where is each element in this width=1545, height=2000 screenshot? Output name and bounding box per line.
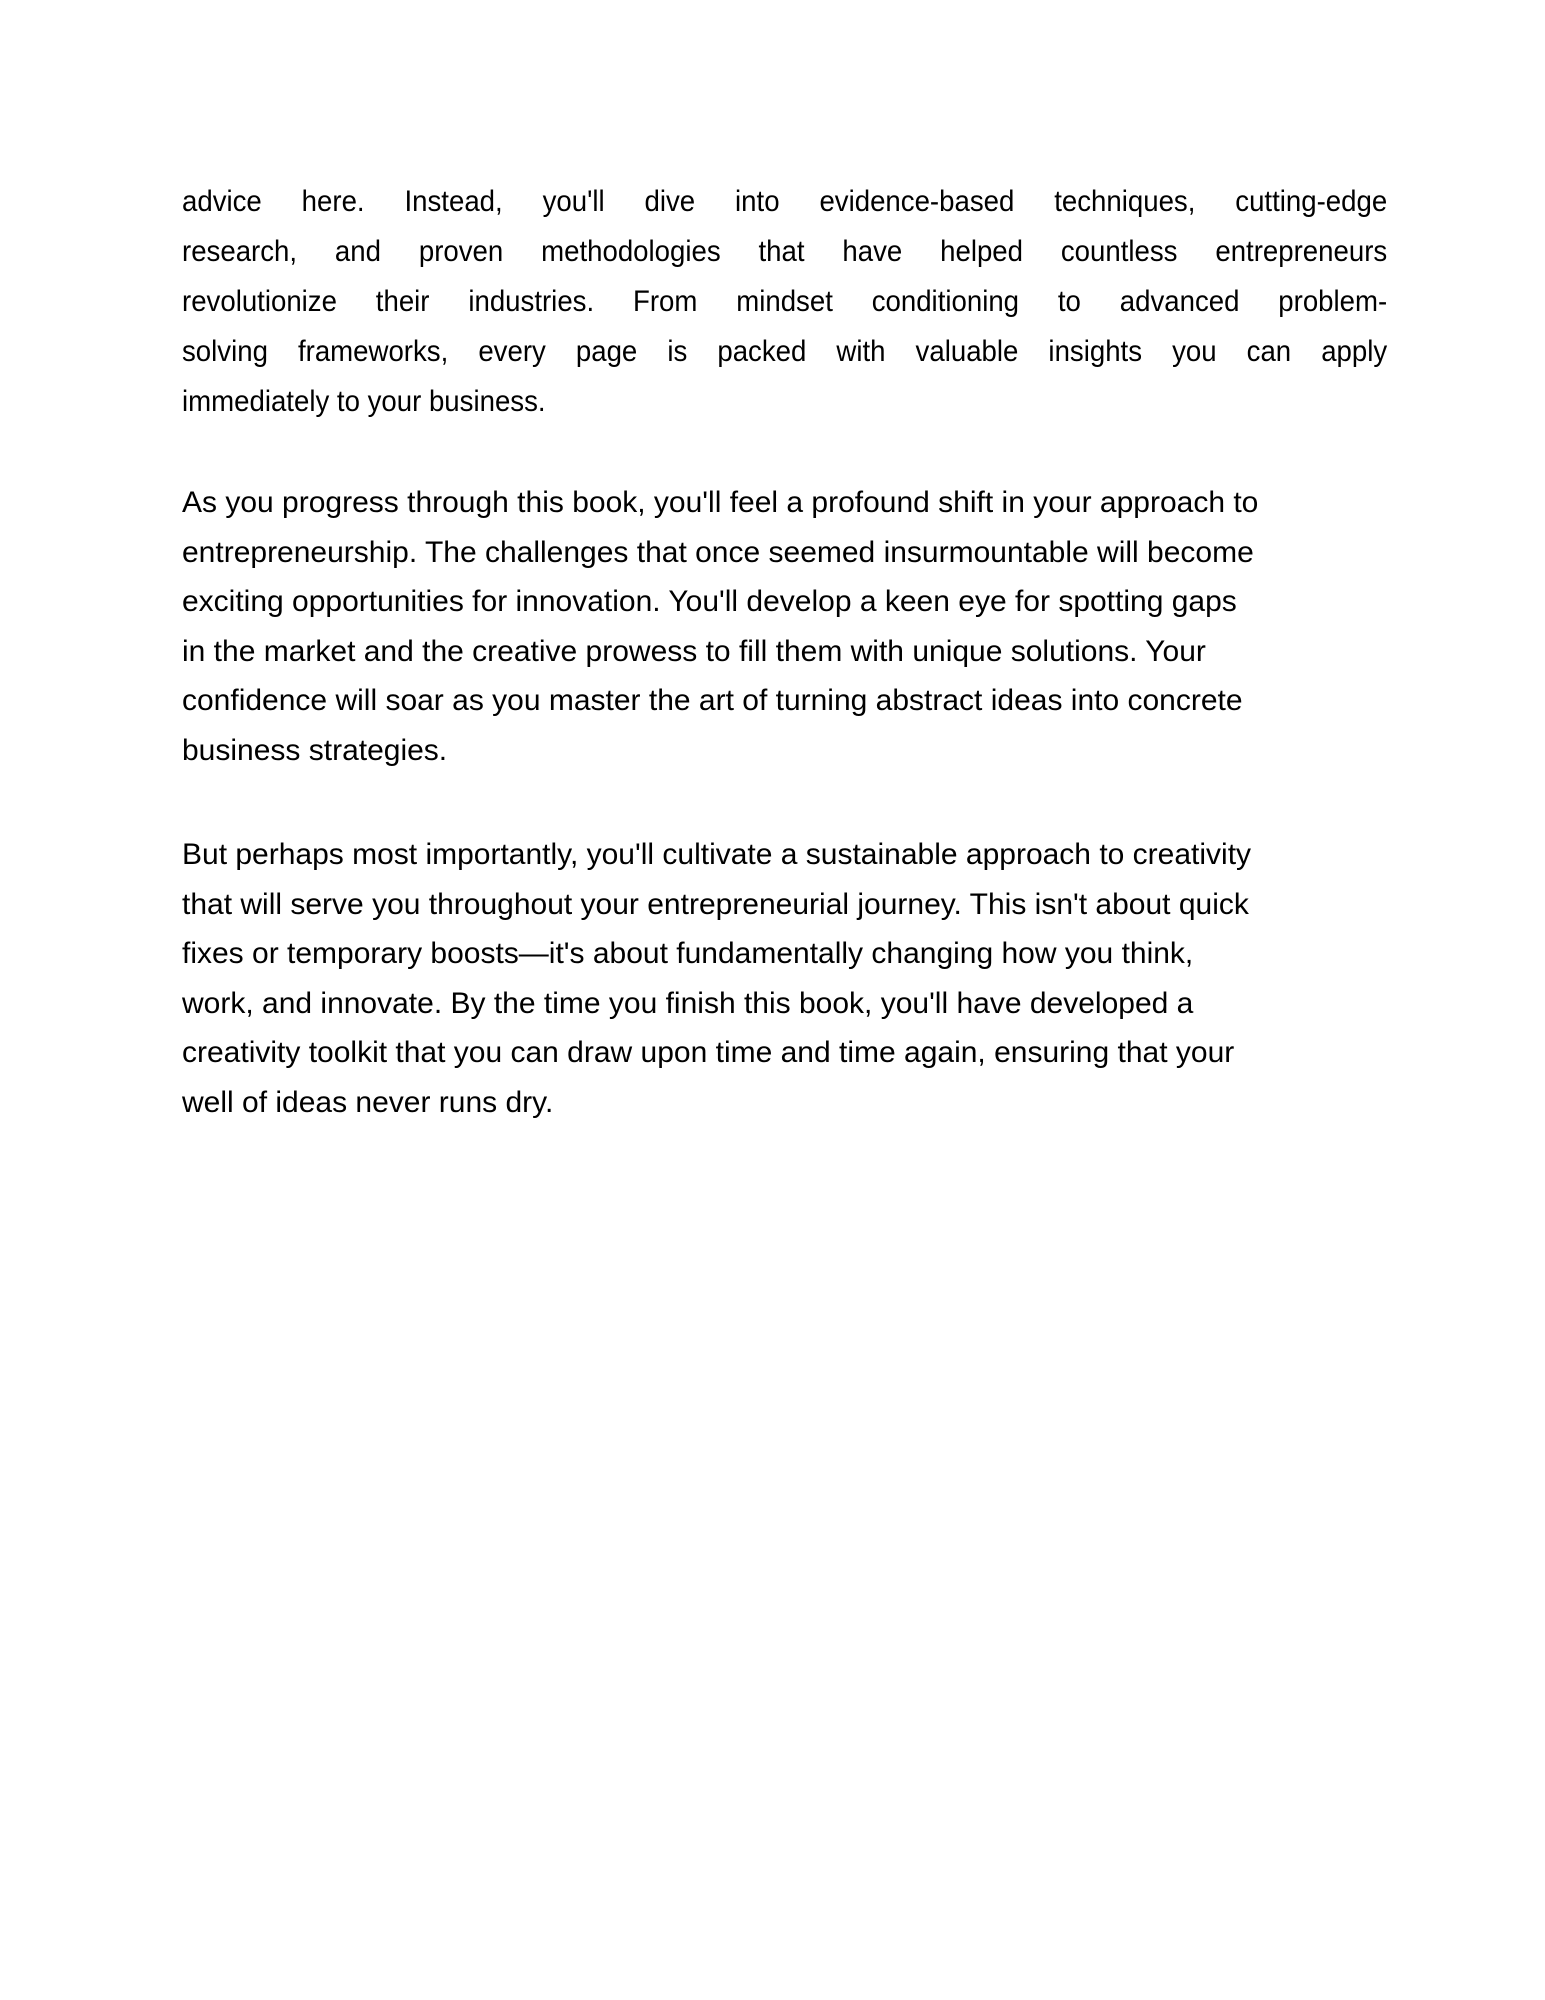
paragraph-line: immediately to your business. (182, 385, 546, 418)
paragraph-line: But perhaps most importantly, you'll cultivate a sustainable approach to creativity (182, 838, 1252, 871)
paragraph-line: well of ideas never runs dry. (182, 1085, 554, 1119)
paragraph-line: As you progress through this book, you'll feel a profound shift in your approach to (182, 486, 1259, 519)
paragraph-line: confidence will soar as you master the art of turning abstract ideas into concrete (182, 684, 1243, 718)
paragraph-line: exciting opportunities for innovation. You'll develop a keen eye for spotting gaps (182, 585, 1237, 619)
paragraph-line: creativity toolkit that you can draw upon time and time again, ensuring that your (182, 1036, 1235, 1070)
paragraph-line: advice here. Instead, you'll dive into evidence-based techniques, cutting-edge (182, 185, 1388, 218)
paragraph-line: fixes or temporary boosts—it's about fundamentally changing how you think, (182, 937, 1194, 971)
paragraph-1-container (182, 177, 1387, 437)
paragraph-line: work, and innovate. By the time you finish this book, you'll have developed a (182, 986, 1194, 1020)
paragraph-line: solving frameworks, every page is packed with valuable insights you can apply (182, 335, 1388, 368)
paragraph-line: that will serve you throughout your entrepreneurial journey. This isn't about quick (182, 887, 1249, 921)
paragraph-line: entrepreneurship. The challenges that once seemed insurmountable will become (182, 535, 1254, 569)
paragraph-1 (182, 177, 1387, 427)
paragraph-3 (182, 830, 1382, 1128)
paragraph-line: business strategies. (182, 733, 448, 767)
paragraph-line: research, and proven methodologies that have helped countless entrepreneurs (182, 235, 1388, 268)
paragraph-line: revolutionize their industries. From mindset conditioning to advanced problem- (182, 285, 1388, 318)
paragraph-2 (182, 478, 1382, 776)
paragraph-line: in the market and the creative prowess to fill them with unique solutions. Your (182, 634, 1206, 668)
